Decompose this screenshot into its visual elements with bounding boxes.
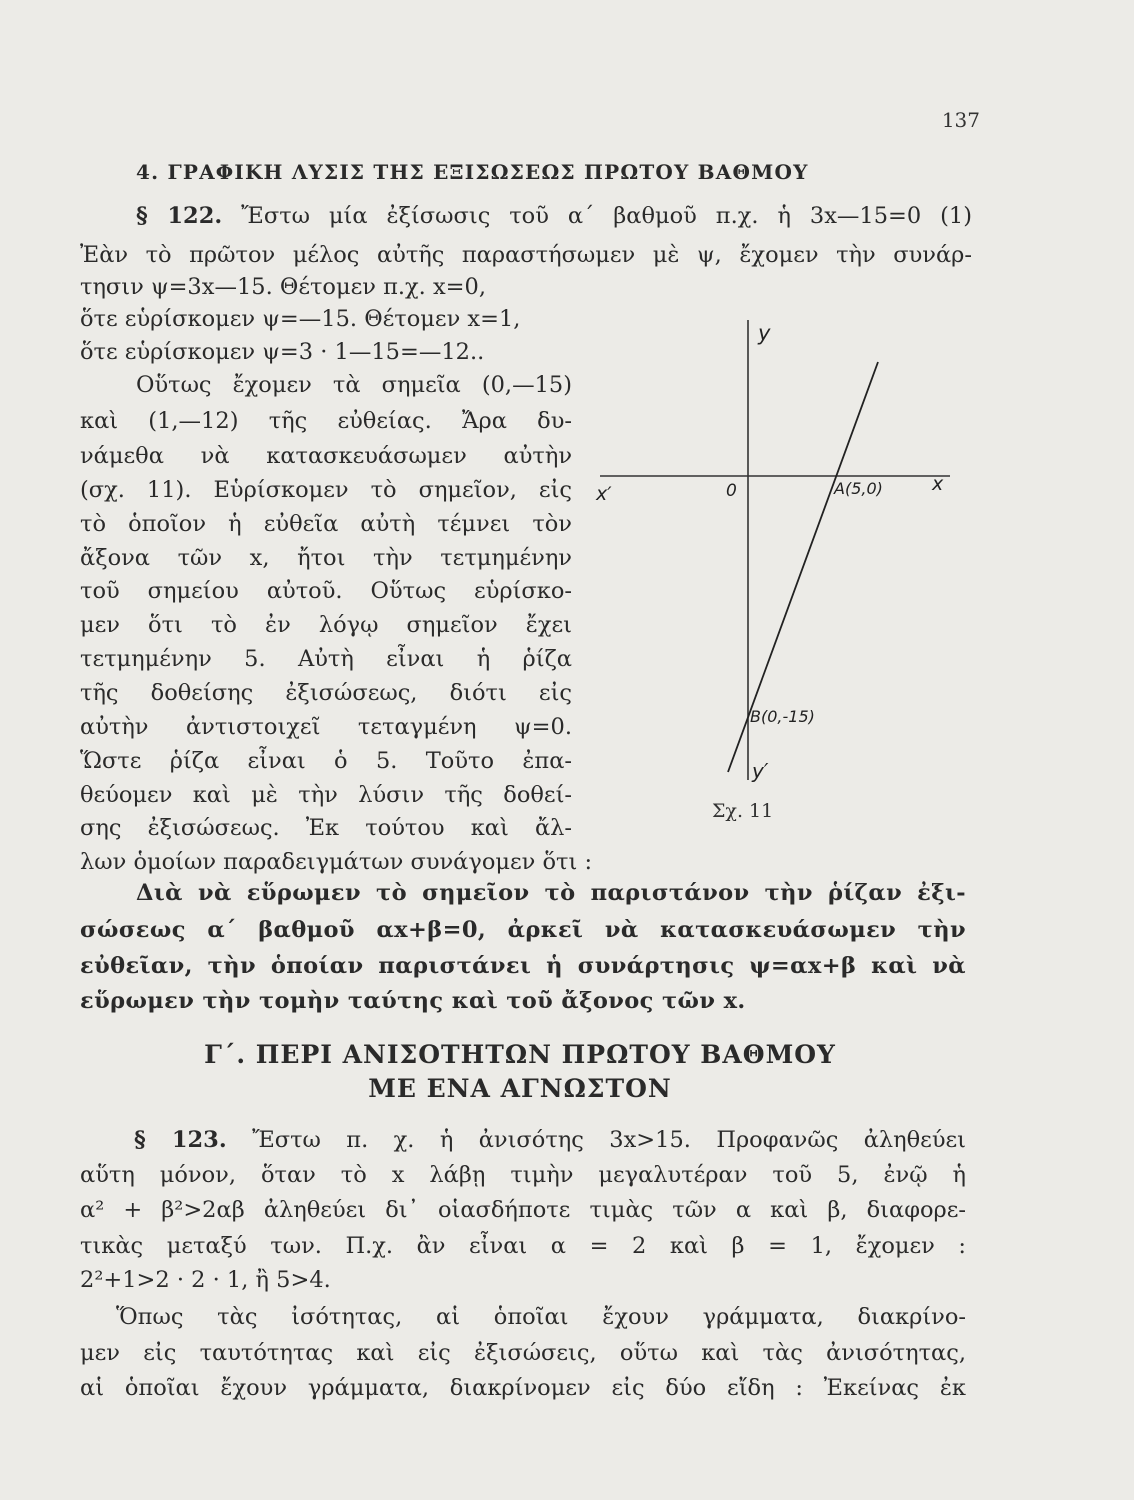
para122-line-11: τοῦ σημείου αὐτοῦ. Οὕτως εὑρίσκο- <box>80 578 572 604</box>
rule-line-2: εὐθεῖαν, τὴν ὁποίαν παριστάνει ἡ συνάρτησις ψ=αx+β καὶ νὰ <box>80 953 966 979</box>
label-y: y <box>758 321 771 345</box>
para122-line-9: τὸ ὁποῖον ἡ εὐθεῖα αὐτὴ τέμνει τὸν <box>80 511 572 537</box>
para122-line-8: (σχ. 11). Εὑρίσκομεν τὸ σημεῖον, εἰς <box>80 477 572 503</box>
label-y-neg: y′ <box>752 759 769 783</box>
para123-mark: § 123. <box>134 1127 227 1153</box>
para122-line-3: ὅτε εὑρίσκομεν ψ=—15. Θέτομεν x=1, <box>80 306 521 332</box>
label-origin: 0 <box>726 481 737 501</box>
rule-line-3: εὕρωμεν τὴν τομὴν ταύτης καὶ τοῦ ἄξονος τῶν x. <box>80 988 746 1014</box>
section-title: 4. ΓΡΑΦΙΚΗ ΛΥΣΙΣ ΤΗΣ ΕΞΙΣΩΣΕΩΣ ΠΡΩΤΟΥ ΒΑΘΜΟΥ <box>136 160 809 184</box>
para122-line-5: Οὕτως ἔχομεν τὰ σημεῖα (0,—15) <box>136 372 572 398</box>
para122-line-0: § 122. Ἔστω μία ἐξίσωσις τοῦ α΄ βαθμοῦ π.χ. ἡ 3x—15=0 (1) <box>136 203 972 229</box>
chapter-heading-line1: Γ΄. ΠΕΡΙ ΑΝΙΣΟΤΗΤΩΝ ΠΡΩΤΟΥ ΒΑΘΜΟΥ <box>204 1040 836 1069</box>
para122-line-16: Ὥστε ῥίζα εἶναι ὁ 5. Τοῦτο ἐπα- <box>80 748 572 774</box>
para122-line-2: τησιν ψ=3x—15. Θέτομεν π.χ. x=0, <box>80 274 486 300</box>
para-last-line-0: Ὅπως τὰς ἰσότητας, αἱ ὁποῖαι ἔχουν γράμματα, διακρίνο- <box>116 1304 966 1330</box>
para123-line-4: 2²+1>2 · 2 · 1, ἢ 5>4. <box>80 1267 331 1293</box>
para122-line-17: θεύομεν καὶ μὲ τὴν λύσιν τῆς δοθεί- <box>80 782 572 808</box>
para123-line-1: αὕτη μόνον, ὅταν τὸ x λάβῃ τιμὴν μεγαλυτέραν τοῦ 5, ἐνῷ ἡ <box>80 1162 966 1188</box>
figure-caption: Σχ. 11 <box>712 800 774 822</box>
para122-line-19: λων ὁμοίων παραδειγμάτων συνάγομεν ὅτι : <box>80 849 593 875</box>
chapter-heading-line2: ΜΕ ΕΝΑ ΑΓΝΩΣΤΟΝ <box>368 1074 672 1103</box>
rule-line-0: Διὰ νὰ εὕρωμεν τὸ σημεῖον τὸ παριστάνον τὴν ῥίζαν ἐξι- <box>136 880 966 906</box>
para122-line-7: νάμεθα νὰ κατασκευάσωμεν αὐτὴν <box>80 443 572 469</box>
page-number: 137 <box>941 108 980 132</box>
label-B: B(0,-15) <box>750 707 815 726</box>
para122-line-12: μεν ὅτι τὸ ἐν λόγῳ σημεῖον ἔχει <box>80 612 572 638</box>
para123-line-3: τικὰς μεταξύ των. Π.χ. ἂν εἶναι α = 2 καὶ β = 1, ἔχομεν : <box>80 1233 966 1259</box>
label-A: A(5,0) <box>834 479 883 498</box>
para122-line-13: τετμημένην 5. Αὐτὴ εἶναι ἡ ῥίζα <box>80 646 572 672</box>
para122-line-10: ἄξονα τῶν x, ἤτοι τὴν τετμημένην <box>80 545 572 571</box>
para122-line-6: καὶ (1,—12) τῆς εὐθείας. Ἄρα δυ- <box>80 408 572 434</box>
rule-line-1: σώσεως α΄ βαθμοῦ αx+β=0, ἀρκεῖ νὰ κατασκευάσωμεν τὴν <box>80 917 966 943</box>
para123-line-0: § 123. Ἔστω π. χ. ἡ ἀνισότης 3x>15. Προφανῶς ἀληθεύει <box>134 1127 966 1153</box>
para122-line-18: σης ἐξισώσεως. Ἐκ τούτου καὶ ἄλ- <box>80 815 572 841</box>
para122-line-1: Ἐὰν τὸ πρῶτον μέλος αὐτῆς παραστήσωμεν μὲ ψ, ἔχομεν τὴν συνάρ- <box>80 242 972 268</box>
para122-line-4: ὅτε εὑρίσκομεν ψ=3 · 1—15=—12.. <box>80 339 485 365</box>
para-last-line-2: αἱ ὁποῖαι ἔχουν γράμματα, διακρίνομεν εἰς δύο εἴδη : Ἐκείνας ἐκ <box>80 1375 966 1401</box>
label-x: x <box>932 473 944 495</box>
para122-line-14: τῆς δοθείσης ἐξισώσεως, διότι εἰς <box>80 680 572 706</box>
para-last-line-1: μεν εἰς ταυτότητας καὶ εἰς ἐξισώσεις, οὕτω καὶ τὰς ἀνισότητας, <box>80 1340 966 1366</box>
figure-11 <box>590 310 970 830</box>
para123-line-2: α² + β²>2αβ ἀληθεύει δι᾽ οἱασδήποτε τιμὰς τῶν α καὶ β, διαφορε- <box>80 1197 966 1223</box>
label-x-neg: x′ <box>596 483 612 505</box>
para122-mark: § 122. <box>136 203 223 229</box>
para122-line-15: αὐτὴν ἀντιστοιχεῖ τεταγμένη ψ=0. <box>80 714 572 740</box>
